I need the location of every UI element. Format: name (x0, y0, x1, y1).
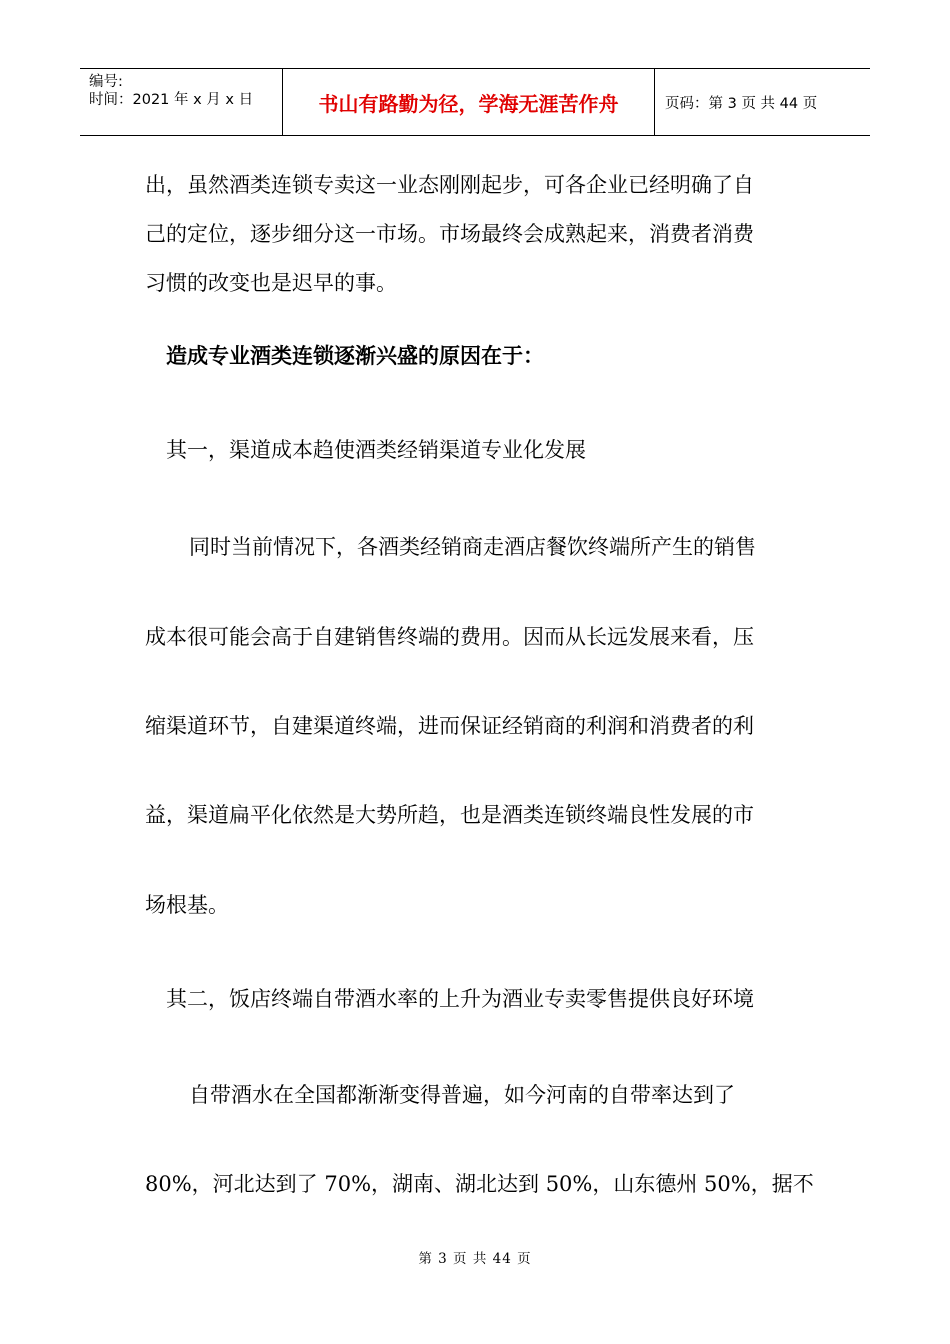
body-line: 习惯的改变也是迟早的事。 (145, 271, 397, 295)
header-meta (80, 69, 283, 135)
subsection-heading: 其二，饭店终端自带酒水率的上升为酒业专卖零售提供良好环境 (166, 987, 754, 1011)
number-label: 编号: (89, 74, 123, 90)
header-page-info: 页码：第 3 页 共 44 页 (665, 95, 818, 112)
time-line: 时间：2021 年 x 月 x 日 (89, 92, 254, 108)
body-line: 益，渠道扁平化依然是大势所趋，也是酒类连锁终端良性发展的市 (145, 803, 754, 827)
body-line: 出，虽然酒类连锁专卖这一业态刚刚起步，可各企业已经明确了自 (145, 173, 754, 197)
body-line: 成本很可能会高于自建销售终端的费用。因而从长远发展来看，压 (145, 625, 754, 649)
page-footer: 第 3 页 共 44 页 (418, 1251, 532, 1267)
body-line: 己的定位，逐步细分这一市场。市场最终会成熟起来，消费者消费 (145, 222, 754, 246)
body-line: 缩渠道环节，自建渠道终端，进而保证经销商的利润和消费者的利 (145, 714, 754, 738)
section-heading: 造成专业酒类连锁逐渐兴盛的原因在于： (166, 343, 544, 368)
body-line: 自带酒水在全国都渐渐变得普遍，如今河南的自带率达到了 (189, 1083, 735, 1107)
page-header (80, 68, 870, 136)
body-line: 场根基。 (145, 893, 229, 917)
body-line: 80%，河北达到了 70%，湖南、湖北达到 50%，山东德州 50%，据不 (145, 1172, 814, 1196)
body-line: 同时当前情况下，各酒类经销商走酒店餐饮终端所产生的销售 (189, 535, 756, 559)
header-motto: 书山有路勤为径，学海无涯苦作舟 (283, 69, 655, 135)
subsection-heading: 其一，渠道成本趋使酒类经销渠道专业化发展 (166, 438, 586, 462)
